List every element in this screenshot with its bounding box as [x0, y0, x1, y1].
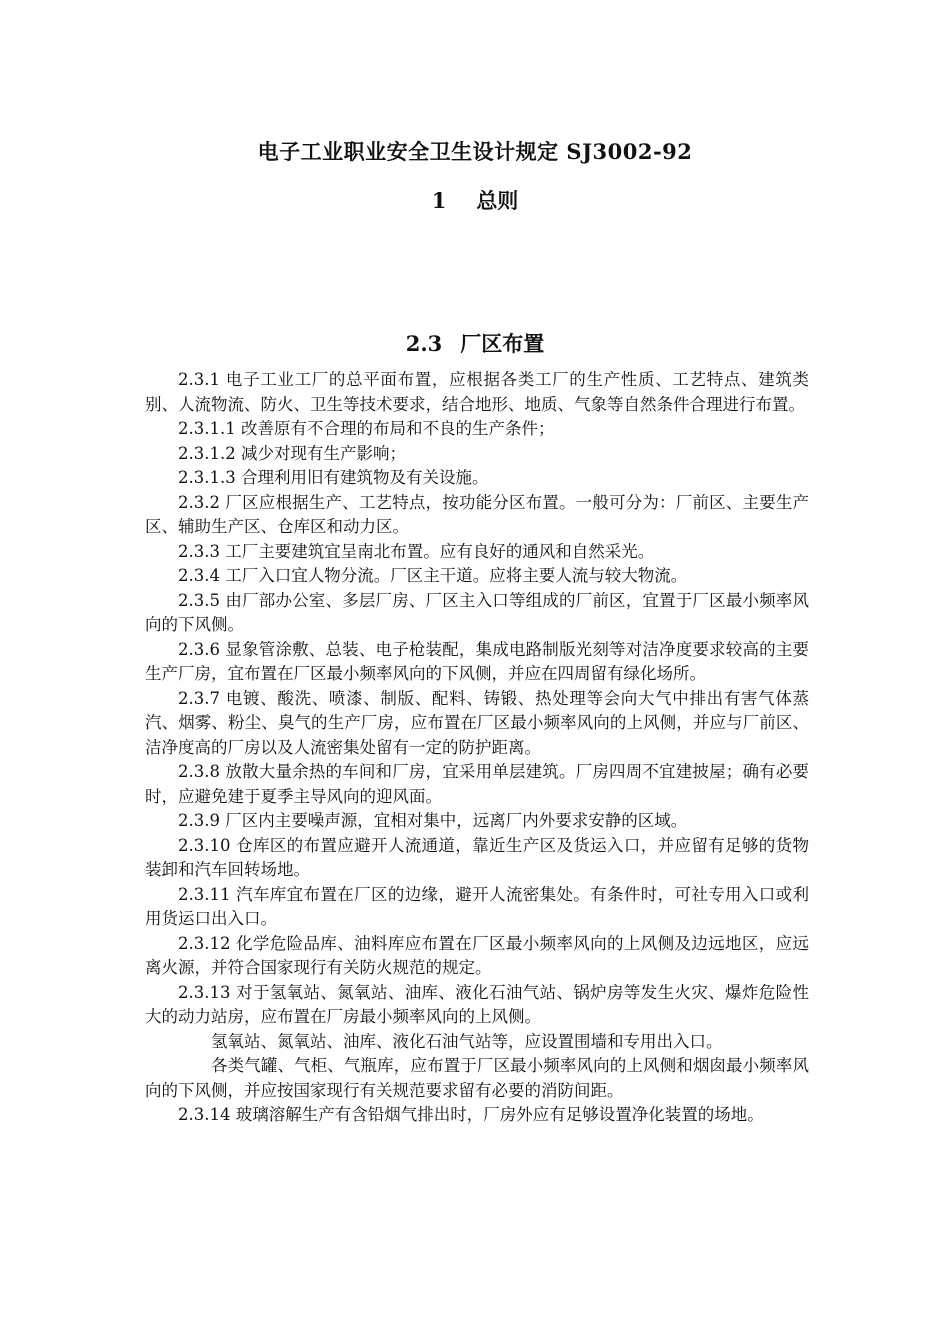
paragraph: 2.3.1.3 合理利用旧有建筑物及有关设施。: [178, 468, 489, 487]
paragraph: 2.3.8 放散大量余热的车间和厂房，宜采用单层建筑。厂房四周不宜建披屋；确有必要时，应避免建于夏季主导风向的迎风面。: [145, 762, 809, 806]
paragraph: 氢氧站、氮氧站、油库、液化石油气站等，应设置围墙和专用出入口。: [211, 1031, 723, 1051]
paragraph: 各类气罐、气柜、气瓶库，应布置于厂区最小频率风向的上风侧和烟囱最小频率风向的下风侧，并应按国家现行有关规范要求留有必要的消防间距。: [145, 1056, 809, 1100]
paragraph: 2.3.6 显象管涂敷、总装、电子枪装配，集成电路制版光刻等对洁净度要求较高的主要生产厂房，宜布置在厂区最小频率风向的下风侧，并应在四周留有绿化场所。: [145, 639, 809, 683]
paragraph: 2.3.7 电镀、酸洗、喷漆、制版、配料、铸锻、热处理等会向大气中排出有害气体蒸汽、烟雾、粉尘、臭气的生产厂房，应布置在厂区最小频率风向的上风侧，并应与厂前区、洁净度高的厂房以及人流密集处留有一定的防护距离。: [145, 688, 809, 757]
paragraph: 2.3.1.1 改善原有不合理的布局和不良的生产条件；: [178, 419, 555, 438]
paragraph: 2.3.14 玻璃溶解生产有含铅烟气排出时，厂房外应有足够设置净化装置的场地。: [178, 1105, 764, 1124]
paragraph: 2.3.9 厂区内主要噪声源，宜相对集中，远离厂内外要求安静的区域。: [178, 811, 688, 830]
section-heading: [0, 328, 950, 358]
paragraph: 2.3.1 电子工业工厂的总平面布置，应根据各类工厂的生产性质、工艺特点、建筑类别、人流物流、防火、卫生等技术要求，结合地形、地质、气象等自然条件合理进行布置。: [145, 370, 809, 414]
document-title: 电子工业职业安全卫生设计规定 SJ3002-92: [257, 139, 693, 164]
paragraph: 2.3.2 厂区应根据生产、工艺特点，按功能分区布置。一般可分为：厂前区、主要生产区、辅助生产区、仓库区和动力区。: [145, 492, 809, 536]
paragraph: 2.3.13 对于氢氧站、氮氧站、油库、液化石油气站、锅炉房等发生火灾、爆炸危险性大的动力站房，应布置在厂房最小频率风向的上风侧。: [145, 982, 809, 1026]
paragraph: 2.3.1.2 减少对现有生产影响；: [178, 443, 406, 463]
paragraph: 2.3.3 工厂主要建筑宜呈南北布置。应有良好的通风和自然采光。: [178, 541, 655, 561]
chapter-name: 总则: [476, 188, 519, 213]
chapter-number: 1: [431, 188, 447, 213]
paragraph: 2.3.11 汽车库宜布置在厂区的边缘，避开人流密集处。有条件时，可社专用入口或利用货运口出入口。: [145, 884, 809, 928]
paragraph: 2.3.5 由厂部办公室、多层厂房、厂区主入口等组成的厂前区，宜置于厂区最小频率风向的下风侧。: [145, 590, 809, 634]
body-text: [145, 368, 809, 1128]
chapter-heading: [0, 185, 950, 215]
section-number: 2.3: [405, 331, 443, 356]
paragraph: 2.3.10 仓库区的布置应避开人流通道，靠近生产区及货运入口，并应留有足够的货物装卸和汽车回转场地。: [145, 835, 809, 879]
paragraph: 2.3.12 化学危险品库、油料库应布置在厂区最小频率风向的上风侧及边远地区，应远离火源，并符合国家现行有关防火规范的规定。: [145, 933, 809, 977]
paragraph: 2.3.4 工厂入口宜人物分流。厂区主干道。应将主要人流与较大物流。: [178, 566, 688, 585]
section-name: 厂区布置: [460, 331, 545, 356]
